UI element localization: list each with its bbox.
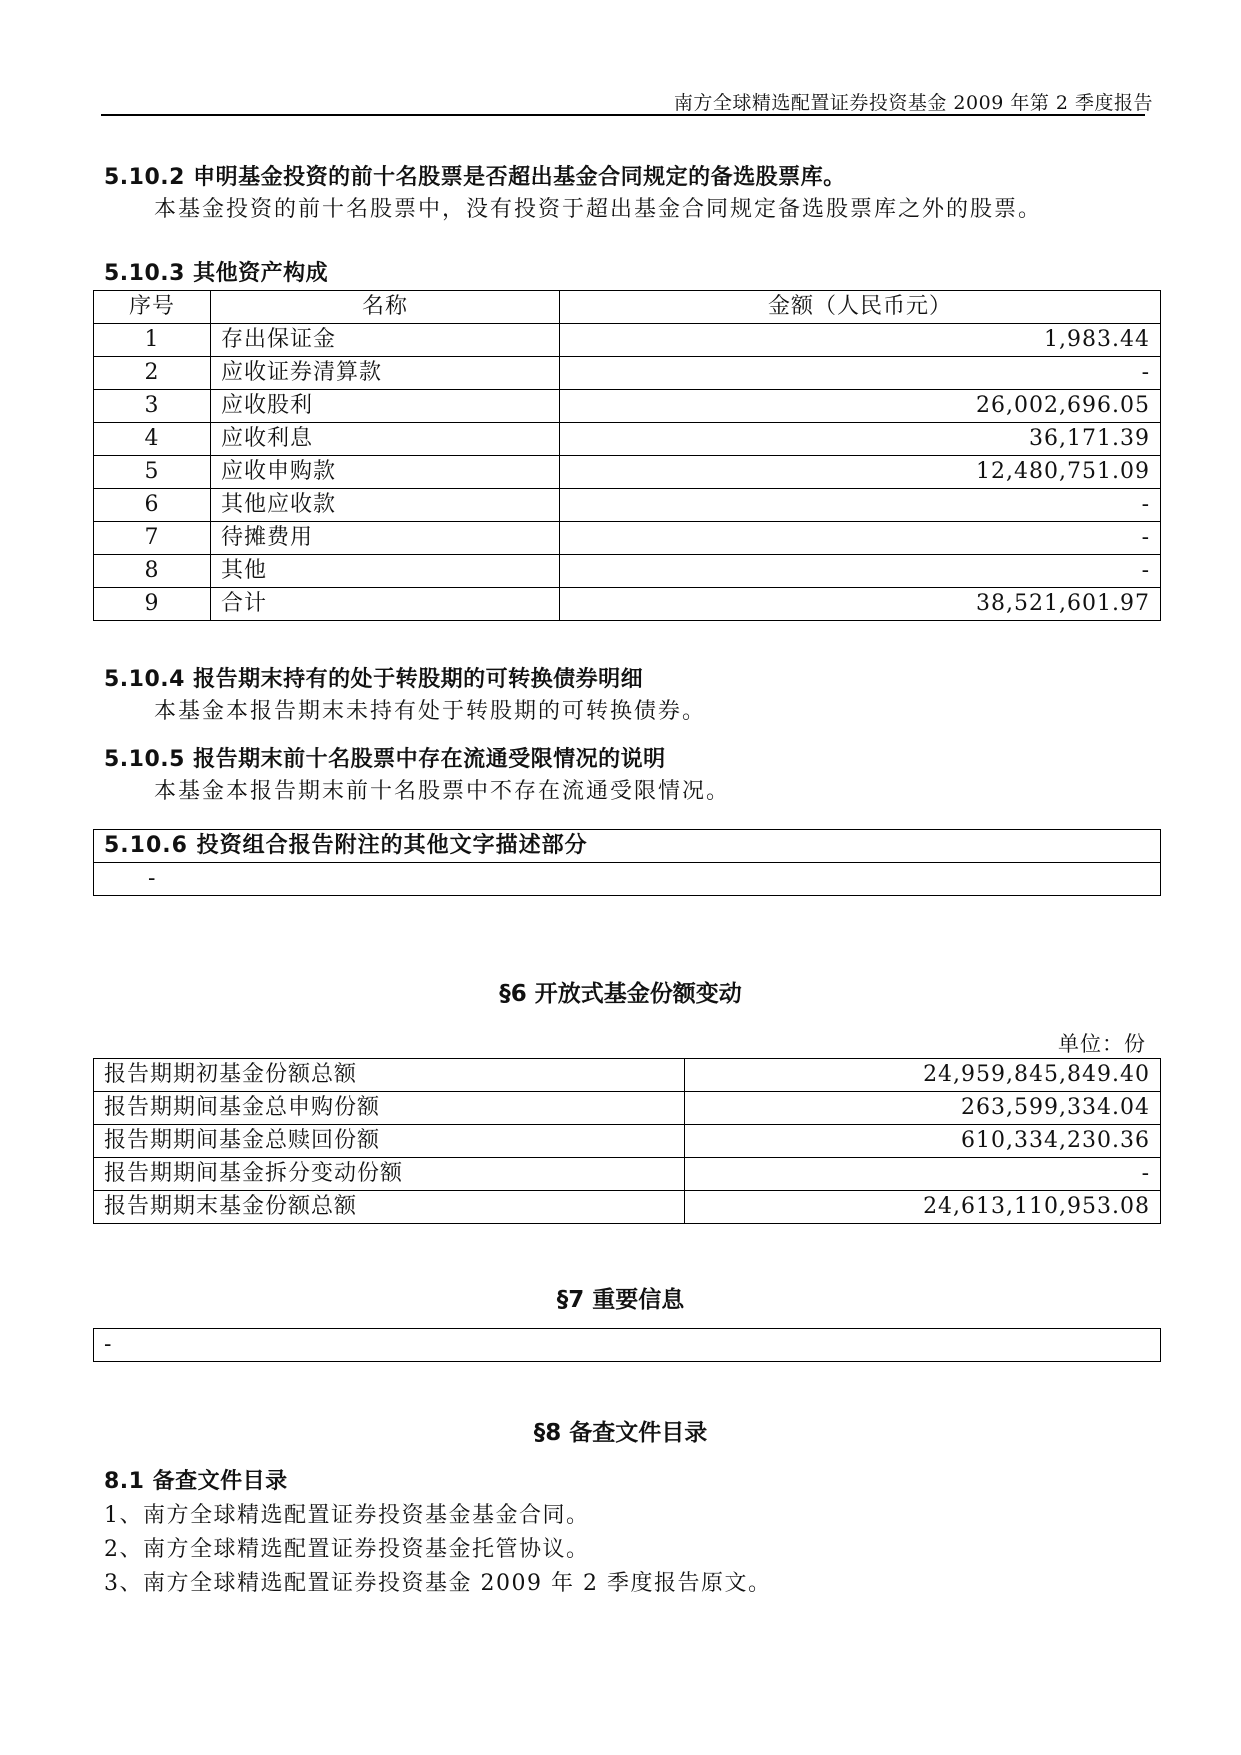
other-assets-table <box>93 290 1161 621</box>
table-row-total <box>94 588 1161 621</box>
list-item: 3、南方全球精选配置证券投资基金 2009 年 2 季度报告原文。 <box>104 1571 772 1596</box>
list-item: 2、南方全球精选配置证券投资基金托管协议。 <box>104 1537 590 1562</box>
section-heading-5-10-2: 5.10.2 申明基金投资的前十名股票是否超出基金合同规定的备选股票库。 <box>104 165 846 190</box>
row-name: 应收申购款 <box>211 456 560 489</box>
row-name: 应收证券清算款 <box>211 357 560 390</box>
row-amount: 36,171.39 <box>560 423 1161 456</box>
section-heading-5-10-5: 5.10.5 报告期末前十名股票中存在流通受限情况的说明 <box>104 747 666 772</box>
section-heading-5-10-3: 5.10.3 其他资产构成 <box>104 261 329 286</box>
table-row <box>94 1158 1161 1191</box>
row-amount: 1,983.44 <box>560 324 1161 357</box>
row-amount: - <box>560 489 1161 522</box>
row-value: 24,959,845,849.40 <box>685 1059 1161 1092</box>
table-row <box>94 1092 1161 1125</box>
row-label: 报告期期间基金总申购份额 <box>94 1092 685 1125</box>
row-label: 报告期期末基金份额总额 <box>94 1191 685 1224</box>
table-row <box>94 423 1161 456</box>
header-rule <box>101 114 1145 116</box>
row-amount: 26,002,696.05 <box>560 390 1161 423</box>
row-name: 存出保证金 <box>211 324 560 357</box>
table-row <box>94 522 1161 555</box>
section-body-5-10-4: 本基金本报告期末未持有处于转股期的可转换债券。 <box>154 699 707 724</box>
row-label: 报告期期间基金拆分变动份额 <box>94 1158 685 1191</box>
row-label: 报告期期初基金份额总额 <box>94 1059 685 1092</box>
column-header-amount: 金额（人民币元） <box>560 291 1161 324</box>
table-row <box>94 357 1161 390</box>
row-no: 8 <box>94 555 211 588</box>
important-info-box <box>93 1328 1161 1362</box>
row-value: 263,599,334.04 <box>685 1092 1161 1125</box>
row-no: 9 <box>94 588 211 621</box>
row-no: 4 <box>94 423 211 456</box>
table-row <box>94 1191 1161 1224</box>
important-info-row <box>94 1329 1161 1362</box>
important-info-value: - <box>94 1329 1161 1362</box>
row-value: - <box>685 1158 1161 1191</box>
notes-value-row <box>94 863 1161 896</box>
section-body-5-10-2: 本基金投资的前十名股票中，没有投资于超出基金合同规定备选股票库之外的股票。 <box>154 197 1043 222</box>
table-row <box>94 1059 1161 1092</box>
running-header: 南方全球精选配置证券投资基金 2009 年第 2 季度报告 <box>673 92 1153 114</box>
table-row <box>94 456 1161 489</box>
section-body-5-10-5: 本基金本报告期末前十名股票中不存在流通受限情况。 <box>154 779 731 804</box>
table-row <box>94 1125 1161 1158</box>
row-amount: - <box>560 357 1161 390</box>
row-no: 1 <box>94 324 211 357</box>
unit-label: 单位：份 <box>1058 1032 1146 1056</box>
row-name: 待摊费用 <box>211 522 560 555</box>
row-amount: - <box>560 522 1161 555</box>
row-no: 2 <box>94 357 211 390</box>
row-label: 报告期期间基金总赎回份额 <box>94 1125 685 1158</box>
row-value: 24,613,110,953.08 <box>685 1191 1161 1224</box>
row-no: 5 <box>94 456 211 489</box>
notes-box <box>93 829 1161 896</box>
row-name: 其他应收款 <box>211 489 560 522</box>
row-name: 其他 <box>211 555 560 588</box>
column-header-name: 名称 <box>211 291 560 324</box>
row-amount: - <box>560 555 1161 588</box>
chapter-title-8: §8 备查文件目录 <box>533 1420 708 1446</box>
chapter-title-7: §7 重要信息 <box>556 1287 685 1313</box>
row-value: 610,334,230.36 <box>685 1125 1161 1158</box>
chapter-title-6: §6 开放式基金份额变动 <box>499 981 742 1007</box>
row-name: 应收股利 <box>211 390 560 423</box>
section-heading-5-10-4: 5.10.4 报告期末持有的处于转股期的可转换债券明细 <box>104 667 644 692</box>
row-name: 应收利息 <box>211 423 560 456</box>
column-header-no: 序号 <box>94 291 211 324</box>
row-amount: 38,521,601.97 <box>560 588 1161 621</box>
row-no: 3 <box>94 390 211 423</box>
section-heading-5-10-6: 5.10.6 投资组合报告附注的其他文字描述部分 <box>94 830 1161 863</box>
notes-title-row <box>94 830 1161 863</box>
section-heading-8-1: 8.1 备查文件目录 <box>104 1469 288 1494</box>
table-header-row <box>94 291 1161 324</box>
share-changes-table <box>93 1058 1161 1224</box>
table-row <box>94 390 1161 423</box>
table-row <box>94 489 1161 522</box>
row-no: 7 <box>94 522 211 555</box>
notes-value: - <box>94 863 1161 896</box>
list-item: 1、南方全球精选配置证券投资基金基金合同。 <box>104 1503 590 1528</box>
table-row <box>94 324 1161 357</box>
row-no: 6 <box>94 489 211 522</box>
row-name: 合计 <box>211 588 560 621</box>
table-row <box>94 555 1161 588</box>
row-amount: 12,480,751.09 <box>560 456 1161 489</box>
